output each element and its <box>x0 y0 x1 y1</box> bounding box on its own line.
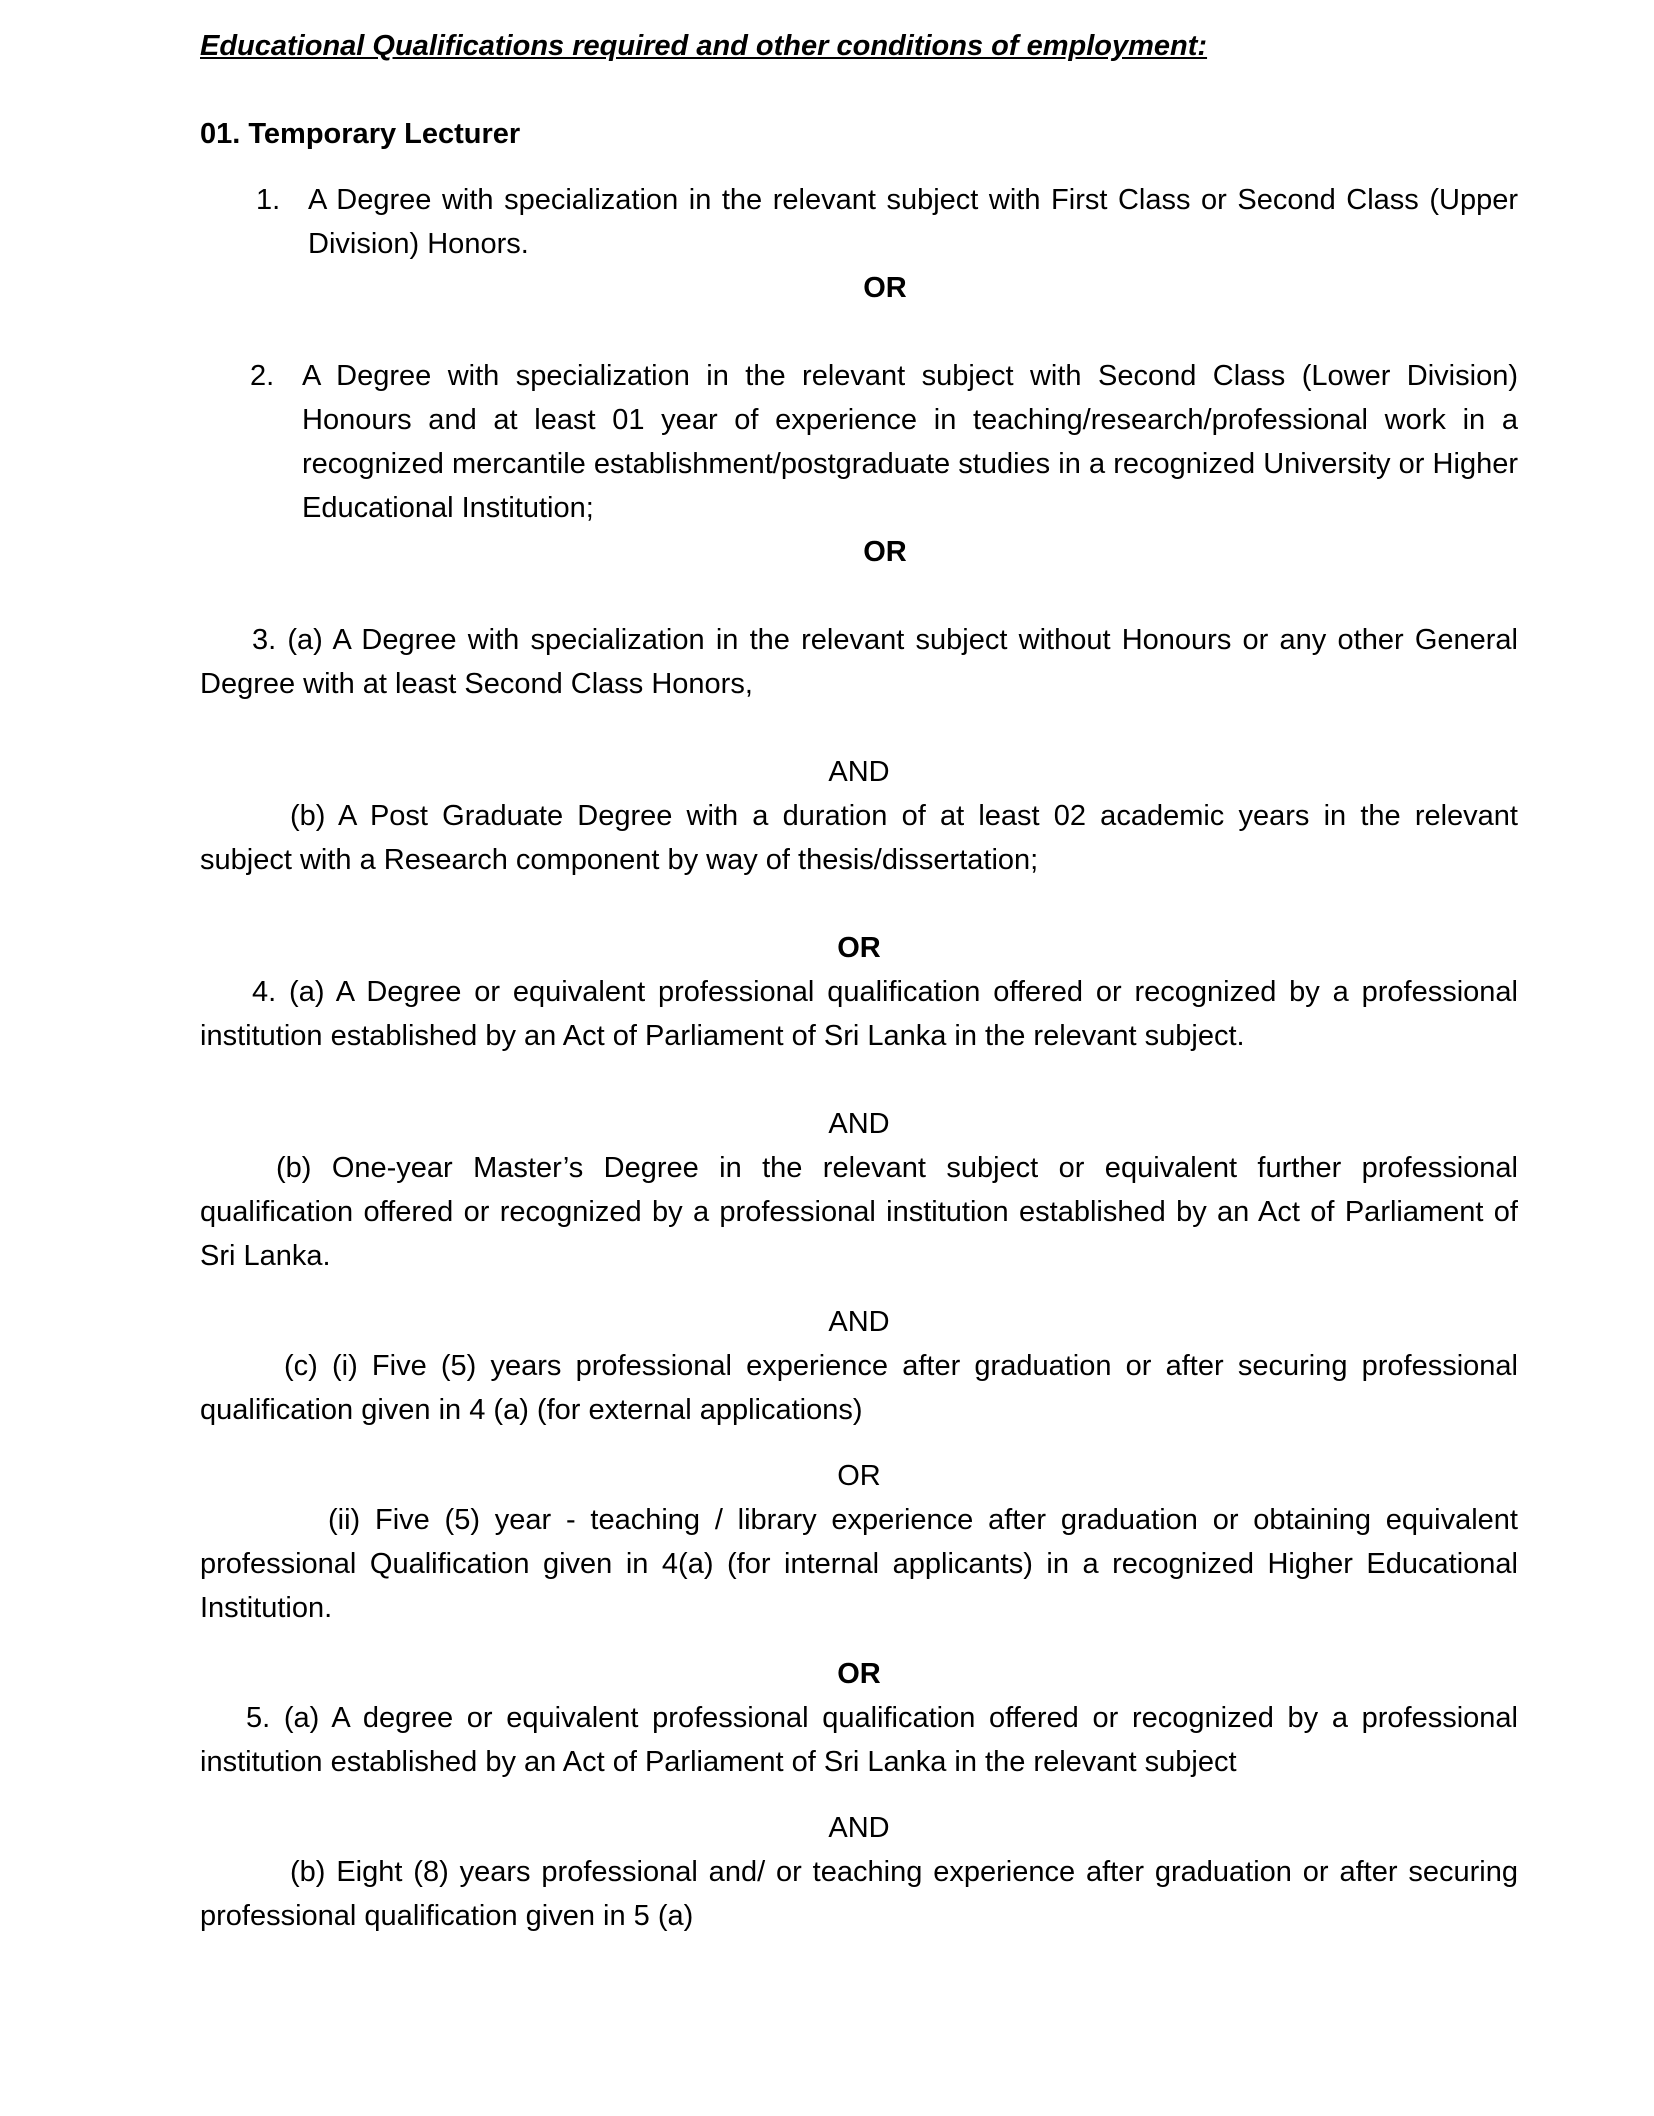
section-heading: 01. Temporary Lecturer <box>200 118 521 150</box>
separator-or: OR <box>863 272 907 304</box>
qualification-item-4a: 4. (a) A Degree or equivalent professional qualification offered or recognized by a professional institution established by an Act of Parliament of Sri Lanka in the relevant subject. <box>200 976 1518 1052</box>
separator-or: OR <box>837 932 881 964</box>
qualification-item-1 <box>256 178 1518 266</box>
qualification-item-2 <box>250 354 1518 530</box>
separator-and: AND <box>828 756 890 788</box>
separator-and: AND <box>828 1306 890 1338</box>
item-number: 2. <box>250 360 275 392</box>
qualification-item-3b: (b) A Post Graduate Degree with a duration of at least 02 academic years in the relevant subject with a Research component by way of thesis/dissertation; <box>200 800 1518 876</box>
qualification-item-4c-ii: (ii) Five (5) year - teaching / library experience after graduation or obtaining equivalent professional Qualification given in 4(a) (for internal applicants) in a recognized Higher Educational Institution. <box>200 1504 1518 1624</box>
document-title: Educational Qualifications required and other conditions of employment: <box>200 30 1208 62</box>
item-text: A Degree with specialization in the relevant subject with Second Class (Lower Division) Honours and at least 01 year of experience in teaching/research/professional work in a recognized mercantile establishment/postgraduate studies in a recognized University or Higher Educational Institution; <box>302 360 1518 524</box>
qualification-item-3a: 3. (a) A Degree with specialization in the relevant subject without Honours or any other General Degree with at least Second Class Honors, <box>200 624 1518 700</box>
qualification-item-5a: 5. (a) A degree or equivalent professional qualification offered or recognized by a professional institution established by an Act of Parliament of Sri Lanka in the relevant subject <box>200 1702 1518 1778</box>
separator-and: AND <box>828 1812 890 1844</box>
separator-or: OR <box>837 1658 881 1690</box>
document-page <box>200 24 1518 1938</box>
item-number: 1. <box>256 184 281 216</box>
qualification-item-5b: (b) Eight (8) years professional and/ or teaching experience after graduation or after securing professional qualification given in 5 (a) <box>200 1856 1518 1932</box>
separator-and: AND <box>828 1108 890 1140</box>
separator-or: OR <box>837 1460 881 1492</box>
separator-or: OR <box>863 536 907 568</box>
qualification-item-4b: (b) One-year Master’s Degree in the relevant subject or equivalent further professional qualification offered or recognized by a professional institution established by an Act of Parliament of Sri Lanka. <box>200 1152 1518 1272</box>
item-text: A Degree with specialization in the relevant subject with First Class or Second Class (Upper Division) Honors. <box>308 184 1518 260</box>
qualification-item-4c-i: (c) (i) Five (5) years professional experience after graduation or after securing professional qualification given in 4 (a) (for external applications) <box>200 1350 1518 1426</box>
